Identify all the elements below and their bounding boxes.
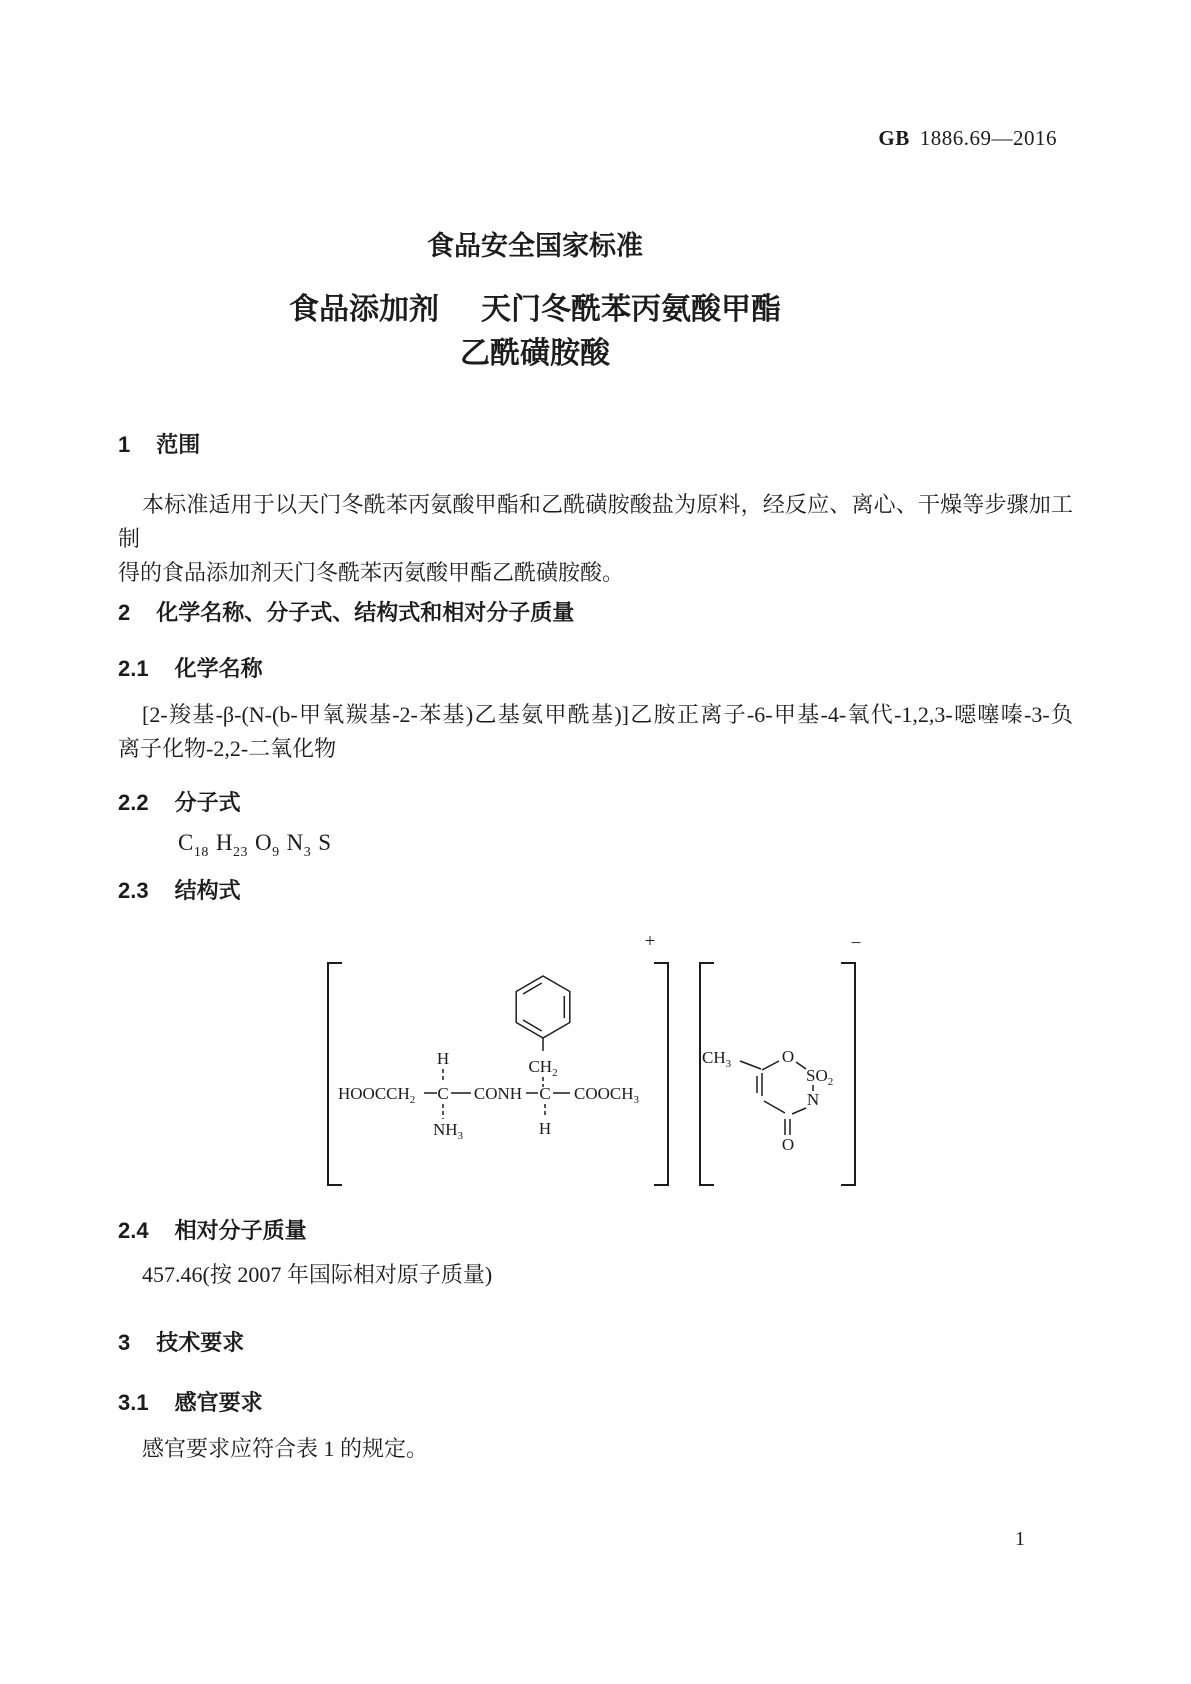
- doc-title-line3: 乙酰磺胺酸: [460, 337, 610, 370]
- heading-molecular-formula-number: 2.2: [118, 790, 149, 815]
- left-bracket-anion: [700, 963, 714, 1185]
- scope-paragraph: [118, 488, 1073, 590]
- chemical-name-paragraph: [118, 698, 1073, 766]
- bond-c4-c5: [764, 1101, 785, 1113]
- heading-chemical: [118, 596, 1073, 627]
- doc-title-line2-part2: 天门冬酰苯丙氨酸甲酯: [481, 293, 781, 326]
- label-h-top: H: [436, 1049, 450, 1068]
- heading-structural-formula: [118, 874, 1073, 905]
- minus-charge-sign: −: [850, 933, 862, 954]
- doc-title-line1: 食品安全国家标准: [427, 231, 643, 261]
- heading-molecular-formula: [118, 786, 1073, 817]
- label-n-ring: N: [806, 1090, 820, 1109]
- structural-formula-diagram: [300, 925, 880, 1195]
- label-hoocch2: $HOOCCH_2$: [338, 1084, 416, 1106]
- plus-charge-sign: +: [644, 931, 656, 952]
- formula-element-o: O: [254, 830, 273, 855]
- label-c-beta: C: [539, 1084, 551, 1103]
- heading-chemical-title: 化学名称、分子式、结构式和相对分子质量: [156, 600, 575, 625]
- heading-molecular-mass-title: 相对分子质量: [174, 1218, 307, 1243]
- label-conh: CONH: [473, 1084, 523, 1103]
- heading-molecular-mass-number: 2.4: [118, 1218, 149, 1243]
- right-bracket-anion: [841, 963, 855, 1185]
- formula-count-n: 3: [303, 844, 312, 860]
- bond-o1-s2: [796, 1062, 806, 1069]
- formula-element-h: H: [215, 830, 233, 855]
- page-number: 1: [1015, 1528, 1025, 1550]
- benzene-ring: [516, 976, 570, 1038]
- label-so2: $SO_2$: [806, 1066, 834, 1088]
- label-c-alpha: C: [437, 1084, 449, 1103]
- heading-technical-number: 3: [118, 1330, 131, 1355]
- heading-sensory: [118, 1386, 1073, 1417]
- formula-element-c: C: [178, 830, 194, 855]
- heading-chemical-name-title: 化学名称: [174, 656, 263, 681]
- heading-molecular-formula-title: 分子式: [174, 790, 241, 815]
- heading-scope-title: 范围: [156, 432, 201, 457]
- formula-element-n: N: [286, 830, 304, 855]
- heading-chemical-name-number: 2.1: [118, 656, 149, 681]
- label-ch2: $CH_2$: [528, 1057, 558, 1079]
- label-nh3: $NH_3$: [432, 1120, 464, 1142]
- heading-scope: [118, 428, 1073, 459]
- bond-c6-o1: [762, 1061, 779, 1070]
- molecular-formula: [178, 830, 332, 861]
- heading-molecular-mass: [118, 1214, 1073, 1245]
- heading-sensory-title: 感官要求: [174, 1390, 263, 1415]
- molecular-mass-value: 457.46(按 2007 年国际相对原子质量): [142, 1262, 493, 1287]
- standard-code-prefix: GB: [878, 126, 910, 150]
- label-o-carbonyl: O: [781, 1135, 795, 1154]
- heading-structural-formula-title: 结构式: [174, 878, 241, 903]
- standard-code: [878, 126, 1057, 151]
- label-cooch3: $COOCH_3$: [574, 1084, 640, 1106]
- scope-paragraph-line2: 得的食品添加剂天门冬酰苯丙氨酸甲酯乙酰磺胺酸。: [118, 560, 625, 585]
- label-o-ring: O: [781, 1047, 795, 1066]
- chemical-name-line1: [2-羧基-β-(N-(b-甲氧羰基-2-苯基)乙基氨甲酰基)]乙胺正离子-6-甲基-4-氧代-1,2,3-噁噻嗪-3-负: [142, 702, 1073, 727]
- chemical-name-line2: 离子化物-2,2-二氧化物: [118, 736, 337, 761]
- heading-technical: [118, 1326, 1073, 1357]
- doc-title-line2: [35, 284, 1035, 328]
- heading-chemical-name: [118, 652, 1073, 683]
- standard-code-number: 1886.69—2016: [919, 126, 1057, 150]
- formula-count-h: 23: [232, 844, 248, 860]
- heading-scope-number: 1: [118, 432, 131, 457]
- scope-paragraph-line1: 本标准适用于以天门冬酰苯丙氨酸甲酯和乙酰磺胺酸盐为原料，经反应、离心、干燥等步骤加工制: [118, 492, 1073, 551]
- bond-ch3-ring: [740, 1061, 761, 1069]
- heading-structural-formula-number: 2.3: [118, 878, 149, 903]
- heading-chemical-number: 2: [118, 600, 131, 625]
- heading-sensory-number: 3.1: [118, 1390, 149, 1415]
- heading-technical-title: 技术要求: [156, 1330, 245, 1355]
- label-h-bottom: H: [538, 1119, 552, 1138]
- formula-element-s: S: [318, 830, 332, 855]
- label-ch3: $CH_3$: [702, 1048, 732, 1070]
- bond-n3-c4: [792, 1108, 806, 1114]
- formula-count-c: 18: [193, 844, 209, 860]
- left-bracket-cation: [328, 963, 342, 1185]
- sensory-paragraph: 感官要求应符合表 1 的规定。: [142, 1436, 429, 1461]
- doc-title-line2-part1: 食品添加剂: [289, 293, 439, 326]
- right-bracket-cation: [654, 963, 668, 1185]
- formula-count-o: 9: [272, 844, 280, 860]
